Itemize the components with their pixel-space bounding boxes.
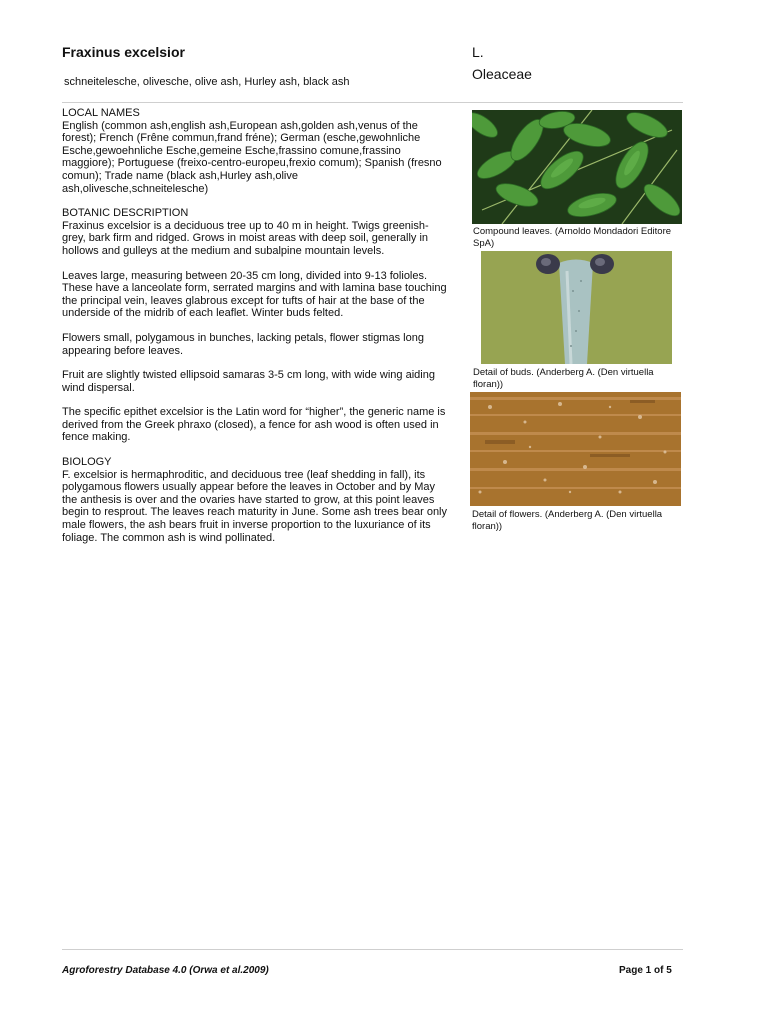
footer-source: Agroforestry Database 4.0 (Orwa et al.2009) [62,965,269,976]
figure-buds [481,251,672,364]
botanic-paragraph: Fruit are slightly twisted ellipsoid samaras 3-5 cm long, with wide wing aiding wind dispersal. [62,369,435,394]
botanic-description-heading: BOTANIC DESCRIPTION [62,207,189,220]
main-text-column [62,107,447,556]
figure-caption: Detail of buds. (Anderberg A. (Den virtuella floran)) [473,367,654,390]
biology-section [62,456,447,544]
biology-heading: BIOLOGY [62,456,112,469]
document-title: Fraxinus excelsior [62,44,185,60]
botanic-description-section [62,207,447,444]
figure-flowers [470,392,681,506]
synonyms-line: schneitelesche, olivesche, olive ash, Hurley ash, black ash [64,76,350,88]
botanic-paragraph: Flowers small, polygamous in bunches, lacking petals, flower stigmas long appearing before leaves. [62,331,424,357]
buds-photo [481,251,672,364]
figure-compound-leaves [472,110,682,224]
botanic-paragraph: Leaves large, measuring between 20-35 cm long, divided into 9-13 folioles. These have a lanceolate form, serrated margins and with lamina base touching the principal vein, leaves glabrous except for tufts of hair at the base of the underside of the midrib of each leaflet. Winter buds felted. [62,269,447,320]
local-names-section [62,107,447,195]
figure-caption: Detail of flowers. (Anderberg A. (Den virtuella floran)) [472,509,663,532]
compound-leaves-photo [472,110,682,224]
flowers-photo [470,392,681,506]
figure-caption: Compound leaves. (Arnoldo Mondadori Editore SpA) [473,226,672,249]
species-authority: L. [472,44,484,60]
biology-text: F. excelsior is hermaphroditic, and deciduous tree (leaf shedding in fall), its polygamous flowers usually appear before the leaves in October and by May the anthesis is over and the ovaries have started to grow, at this point leaves begin to resprout. The leaves reach maturity in June. Some ash trees bear only male flowers, the ash bears fruit in inverse proportion to the luxuriance of its foliage. The common ash is wind pollinated. [62,468,448,544]
header-divider [62,102,683,103]
local-names-text: English (common ash,english ash,European ash,golden ash,venus of the forest); French (Frêne commun,frand fréne); German (esche,gewohnliche Esche,gewoehnliche Esche,gemeine Esche,frassino comune,frassino maggiore); Portuguese (freixo-centro-europeu,frexio comum); Spanish (fresno comun); Trade name (black ash,Hurley ash,olive ash,olivesche,schneitelesche) [62,119,442,195]
botanic-paragraph: Fraxinus excelsior is a deciduous tree up to 40 m in height. Twigs greenish-grey, bark firm and ridged. Grows in moist areas with deep soil, generally in hollows and gulleys at the medium and subalpine mountain levels. [62,219,429,257]
page-number: Page 1 of 5 [619,965,672,976]
footer-divider [62,949,683,950]
local-names-heading: LOCAL NAMES [62,107,140,119]
family-name: Oleaceae [472,66,532,82]
botanic-paragraph: The specific epithet excelsior is the Latin word for “higher”, the generic name is derived from the Greek phraxo (closed), a fence for ash wood is often used in fence making. [62,406,446,444]
